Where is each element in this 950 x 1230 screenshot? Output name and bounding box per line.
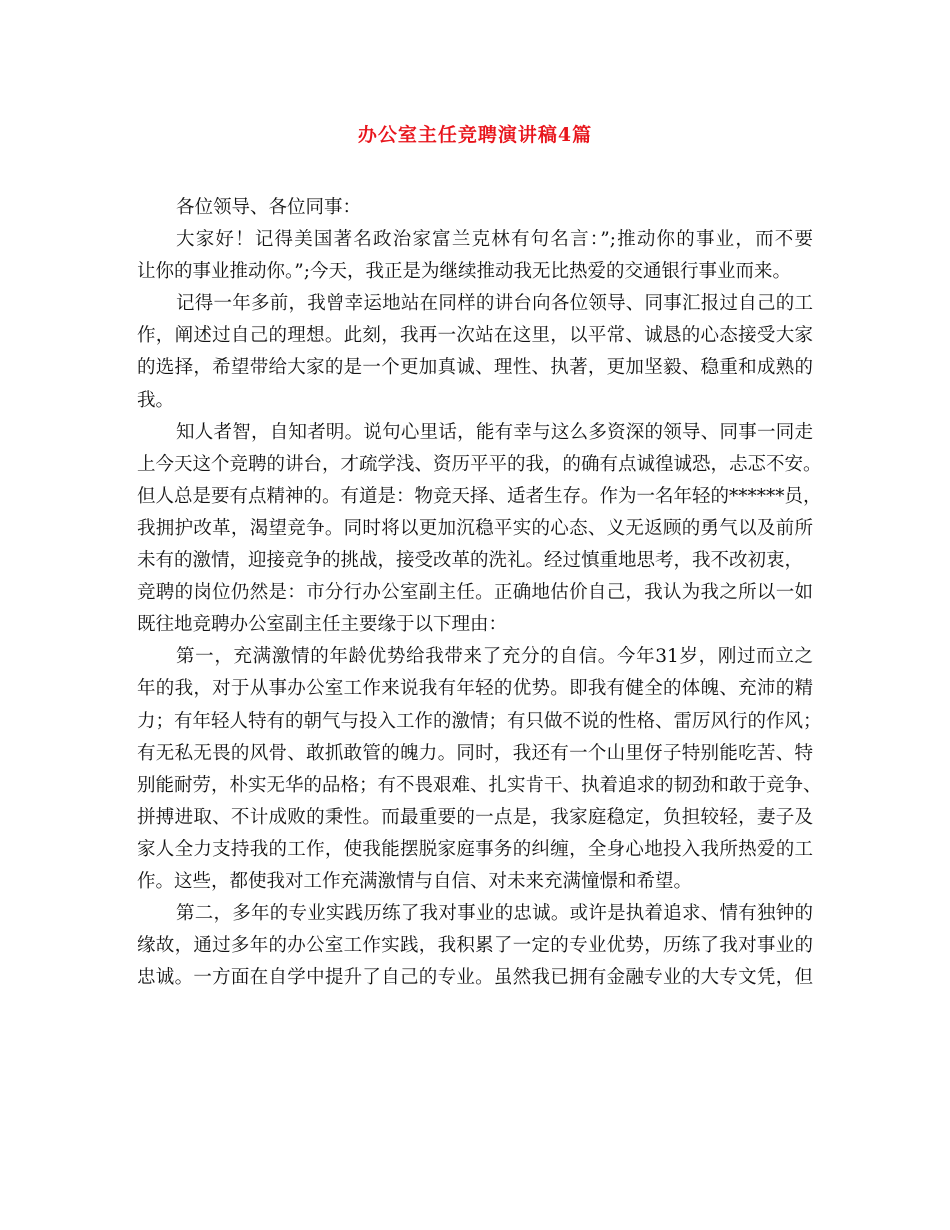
text-line: 第二，多年的专业实践历练了我对事业的忠诚。或许是执着追求、情有独钟的 xyxy=(176,903,813,925)
text-line: 作，阐述过自己的理想。此刻，我再一次站在这里，以平常、诚恳的心态接受大家 xyxy=(137,325,813,347)
text-line: 力；有年轻人特有的朝气与投入工作的激情；有只做不说的性格、雷厉风行的作风； xyxy=(137,710,822,732)
text-line: 上今天这个竞聘的讲台，才疏学浅、资历平平的我，的确有点诚徨诚恐，忐忑不安。 xyxy=(137,453,822,475)
text-line: 拼搏进取、不计成败的秉性。而最重要的一点是，我家庭稳定，负担较轻，妻子及 xyxy=(137,806,813,828)
text-line: 的选择，希望带给大家的是一个更加真诚、理性、执著，更加坚毅、稳重和成熟的 xyxy=(137,357,813,379)
text-line: 作。这些，都使我对工作充满激情与自信、对未来充满憧憬和希望。 xyxy=(137,870,693,892)
text-line: 我拥护改革，渴望竞争。同时将以更加沉稳平实的心态、义无返顾的勇气以及前所 xyxy=(137,517,813,539)
text-line: 缘故，通过多年的办公室工作实践，我积累了一定的专业优势，历练了我对事业的 xyxy=(137,935,813,957)
text-line: 我。 xyxy=(137,389,175,411)
text-line: 知人者智，自知者明。说句心里话，能有幸与这么多资深的领导、同事一同走 xyxy=(176,421,813,443)
text-line: 忠诚。一方面在自学中提升了自己的专业。虽然我已拥有金融专业的大专文凭，但 xyxy=(137,967,813,989)
text-line: 既往地竞聘办公室副主任主要缘于以下理由： xyxy=(137,614,508,636)
document-body xyxy=(137,192,822,994)
text-line: 年的我，对于从事办公室工作来说我有年轻的优势。即我有健全的体魄、充沛的精 xyxy=(137,678,813,700)
text-line: 但人总是要有点精神的。有道是：物竞天择、适者生存。作为一名年轻的******员， xyxy=(137,485,822,507)
document-title: 办公室主任竞聘演讲稿4篇 xyxy=(357,124,593,146)
text-line: 未有的激情，迎接竞争的挑战，接受改革的洗礼。经过慎重地思考，我不改初衷， xyxy=(137,550,804,572)
text-line: 有无私无畏的风骨、敢抓敢管的魄力。同时，我还有一个山里伢子特别能吃苦、特 xyxy=(137,742,813,764)
text-line: 第一，充满激情的年龄优势给我带来了充分的自信。今年31岁，刚过而立之 xyxy=(176,646,813,668)
text-line: 别能耐劳，朴实无华的品格；有不畏艰难、扎实肯干、执着追求的韧劲和敢于竞争、 xyxy=(137,774,822,796)
text-line: 家人全力支持我的工作，使我能摆脱家庭事务的纠缠，全身心地投入我所热爱的工 xyxy=(137,838,813,860)
text-line: 让你的事业推动你。”;今天，我正是为继续推动我无比热爱的交通银行事业而来。 xyxy=(137,261,791,283)
text-line: 各位领导、各位同事： xyxy=(176,197,362,218)
text-line: 大家好！记得美国著名政治家富兰克林有句名言：”;推动你的事业，而不要 xyxy=(176,229,813,251)
text-line: 竞聘的岗位仍然是：市分行办公室副主任。正确地估价自己，我认为我之所以一如 xyxy=(137,582,813,604)
text-line: 记得一年多前，我曾幸运地站在同样的讲台向各位领导、同事汇报过自己的工 xyxy=(176,293,813,315)
